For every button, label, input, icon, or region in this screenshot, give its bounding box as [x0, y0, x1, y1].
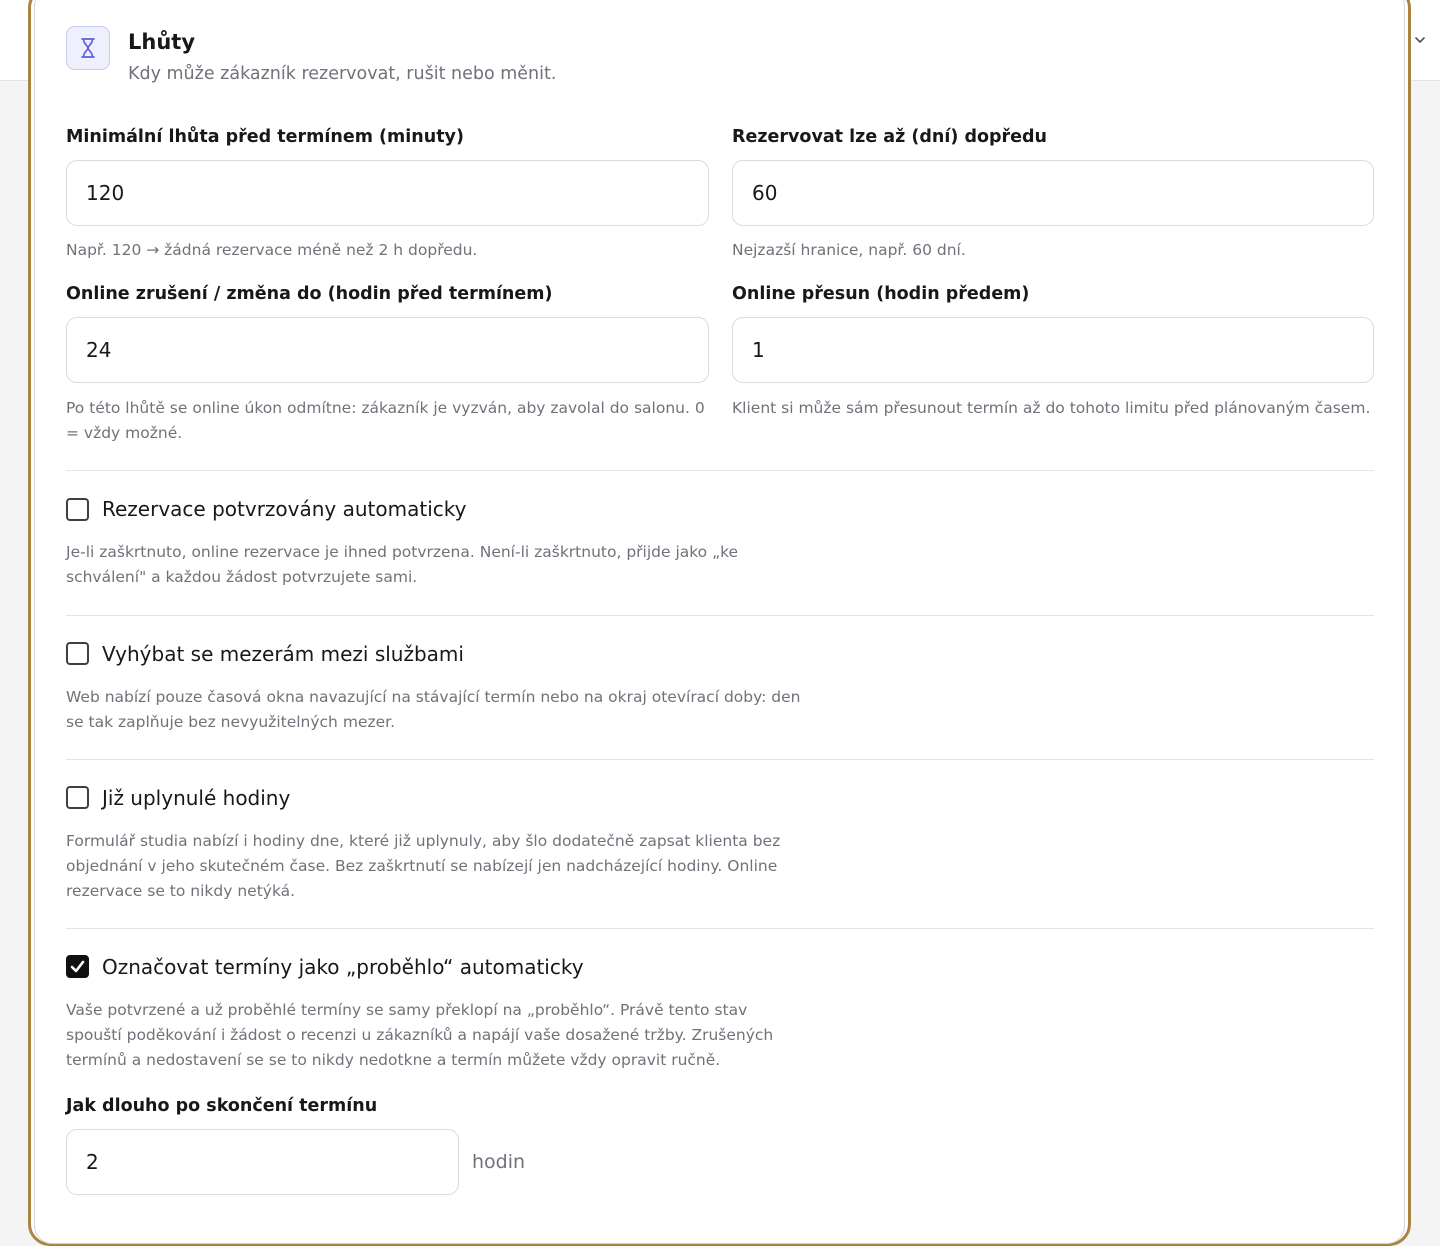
past-hours-checkbox[interactable]: [66, 786, 89, 809]
avoid-gaps-checkbox[interactable]: [66, 642, 89, 665]
auto-completed-delay-unit: hodin: [472, 1151, 526, 1173]
hourglass-icon: [66, 26, 110, 70]
divider: [66, 928, 1374, 929]
past-hours-label[interactable]: Již uplynulé hodiny: [102, 786, 291, 810]
divider: [66, 470, 1374, 471]
min-lead-input[interactable]: [66, 160, 709, 226]
section-subtitle: Kdy může zákazník rezervovat, rušit nebo měnit.: [128, 64, 557, 84]
reschedule-window-hint: Klient si může sám přesunout termín až do tohoto limitu před plánovaným časem.: [732, 399, 1371, 417]
max-advance-label: Rezervovat lze až (dní) dopředu: [732, 127, 1047, 147]
chevron-down-icon[interactable]: [1408, 28, 1432, 52]
min-lead-hint: Např. 120 → žádná rezervace méně než 2 h dopředu.: [66, 241, 478, 259]
auto-completed-delay-label: Jak dlouho po skončení termínu: [66, 1096, 378, 1116]
cancel-window-input[interactable]: [66, 317, 709, 383]
max-advance-input[interactable]: [732, 160, 1374, 226]
auto-confirm-label[interactable]: Rezervace potvrzovány automaticky: [102, 497, 467, 521]
past-hours-hint: Formulář studia nabízí i hodiny dne, které již uplynuly, aby šlo dodatečně zapsat klienta bez objednání v jeho skutečném čase. Bez zaškrtnutí se nabízejí jen nadcházející hodiny. Online rezervace se to nikdy netýká.: [66, 832, 781, 900]
auto-confirm-checkbox[interactable]: [66, 498, 89, 521]
auto-completed-hint: Vaše potvrzené a už proběhlé termíny se samy překlopí na „proběhlo“. Právě tento stav spouští poděkování i žádost o recenzi u zákazníků a napájí vaše dosažené tržby. Zrušených termínů a nedostavení se se to nikdy nedotkne a termín můžete vždy opravit ručně.: [66, 1001, 774, 1069]
reschedule-window-label: Online přesun (hodin předem): [732, 284, 1030, 304]
avoid-gaps-hint: Web nabízí pouze časová okna navazující na stávající termín nebo na okraj otevírací doby: den se tak zaplňuje bez nevyužitelných mezer.: [66, 688, 801, 731]
section-title: Lhůty: [128, 30, 196, 54]
auto-confirm-hint: Je-li zaškrtnuto, online rezervace je ihned potvrzena. Není-li zaškrtnuto, přijde jako „ke schválení" a každou žádost potvrzujete sami.: [66, 543, 739, 586]
divider: [66, 615, 1374, 616]
min-lead-label: Minimální lhůta před termínem (minuty): [66, 127, 464, 147]
auto-completed-label[interactable]: Označovat termíny jako „proběhlo“ automaticky: [102, 955, 584, 979]
cancel-window-hint: Po této lhůtě se online úkon odmítne: zákazník je vyzván, aby zavolal do salonu. 0 = vždy možné.: [66, 399, 705, 442]
cancel-window-label: Online zrušení / změna do (hodin před termínem): [66, 284, 553, 304]
auto-completed-delay-input[interactable]: [66, 1129, 459, 1195]
checkmark-icon: [69, 958, 86, 975]
auto-completed-checkbox[interactable]: [66, 955, 89, 978]
divider: [66, 759, 1374, 760]
reschedule-window-input[interactable]: [732, 317, 1374, 383]
avoid-gaps-label[interactable]: Vyhýbat se mezerám mezi službami: [102, 642, 464, 666]
max-advance-hint: Nejzazší hranice, např. 60 dní.: [732, 241, 966, 259]
